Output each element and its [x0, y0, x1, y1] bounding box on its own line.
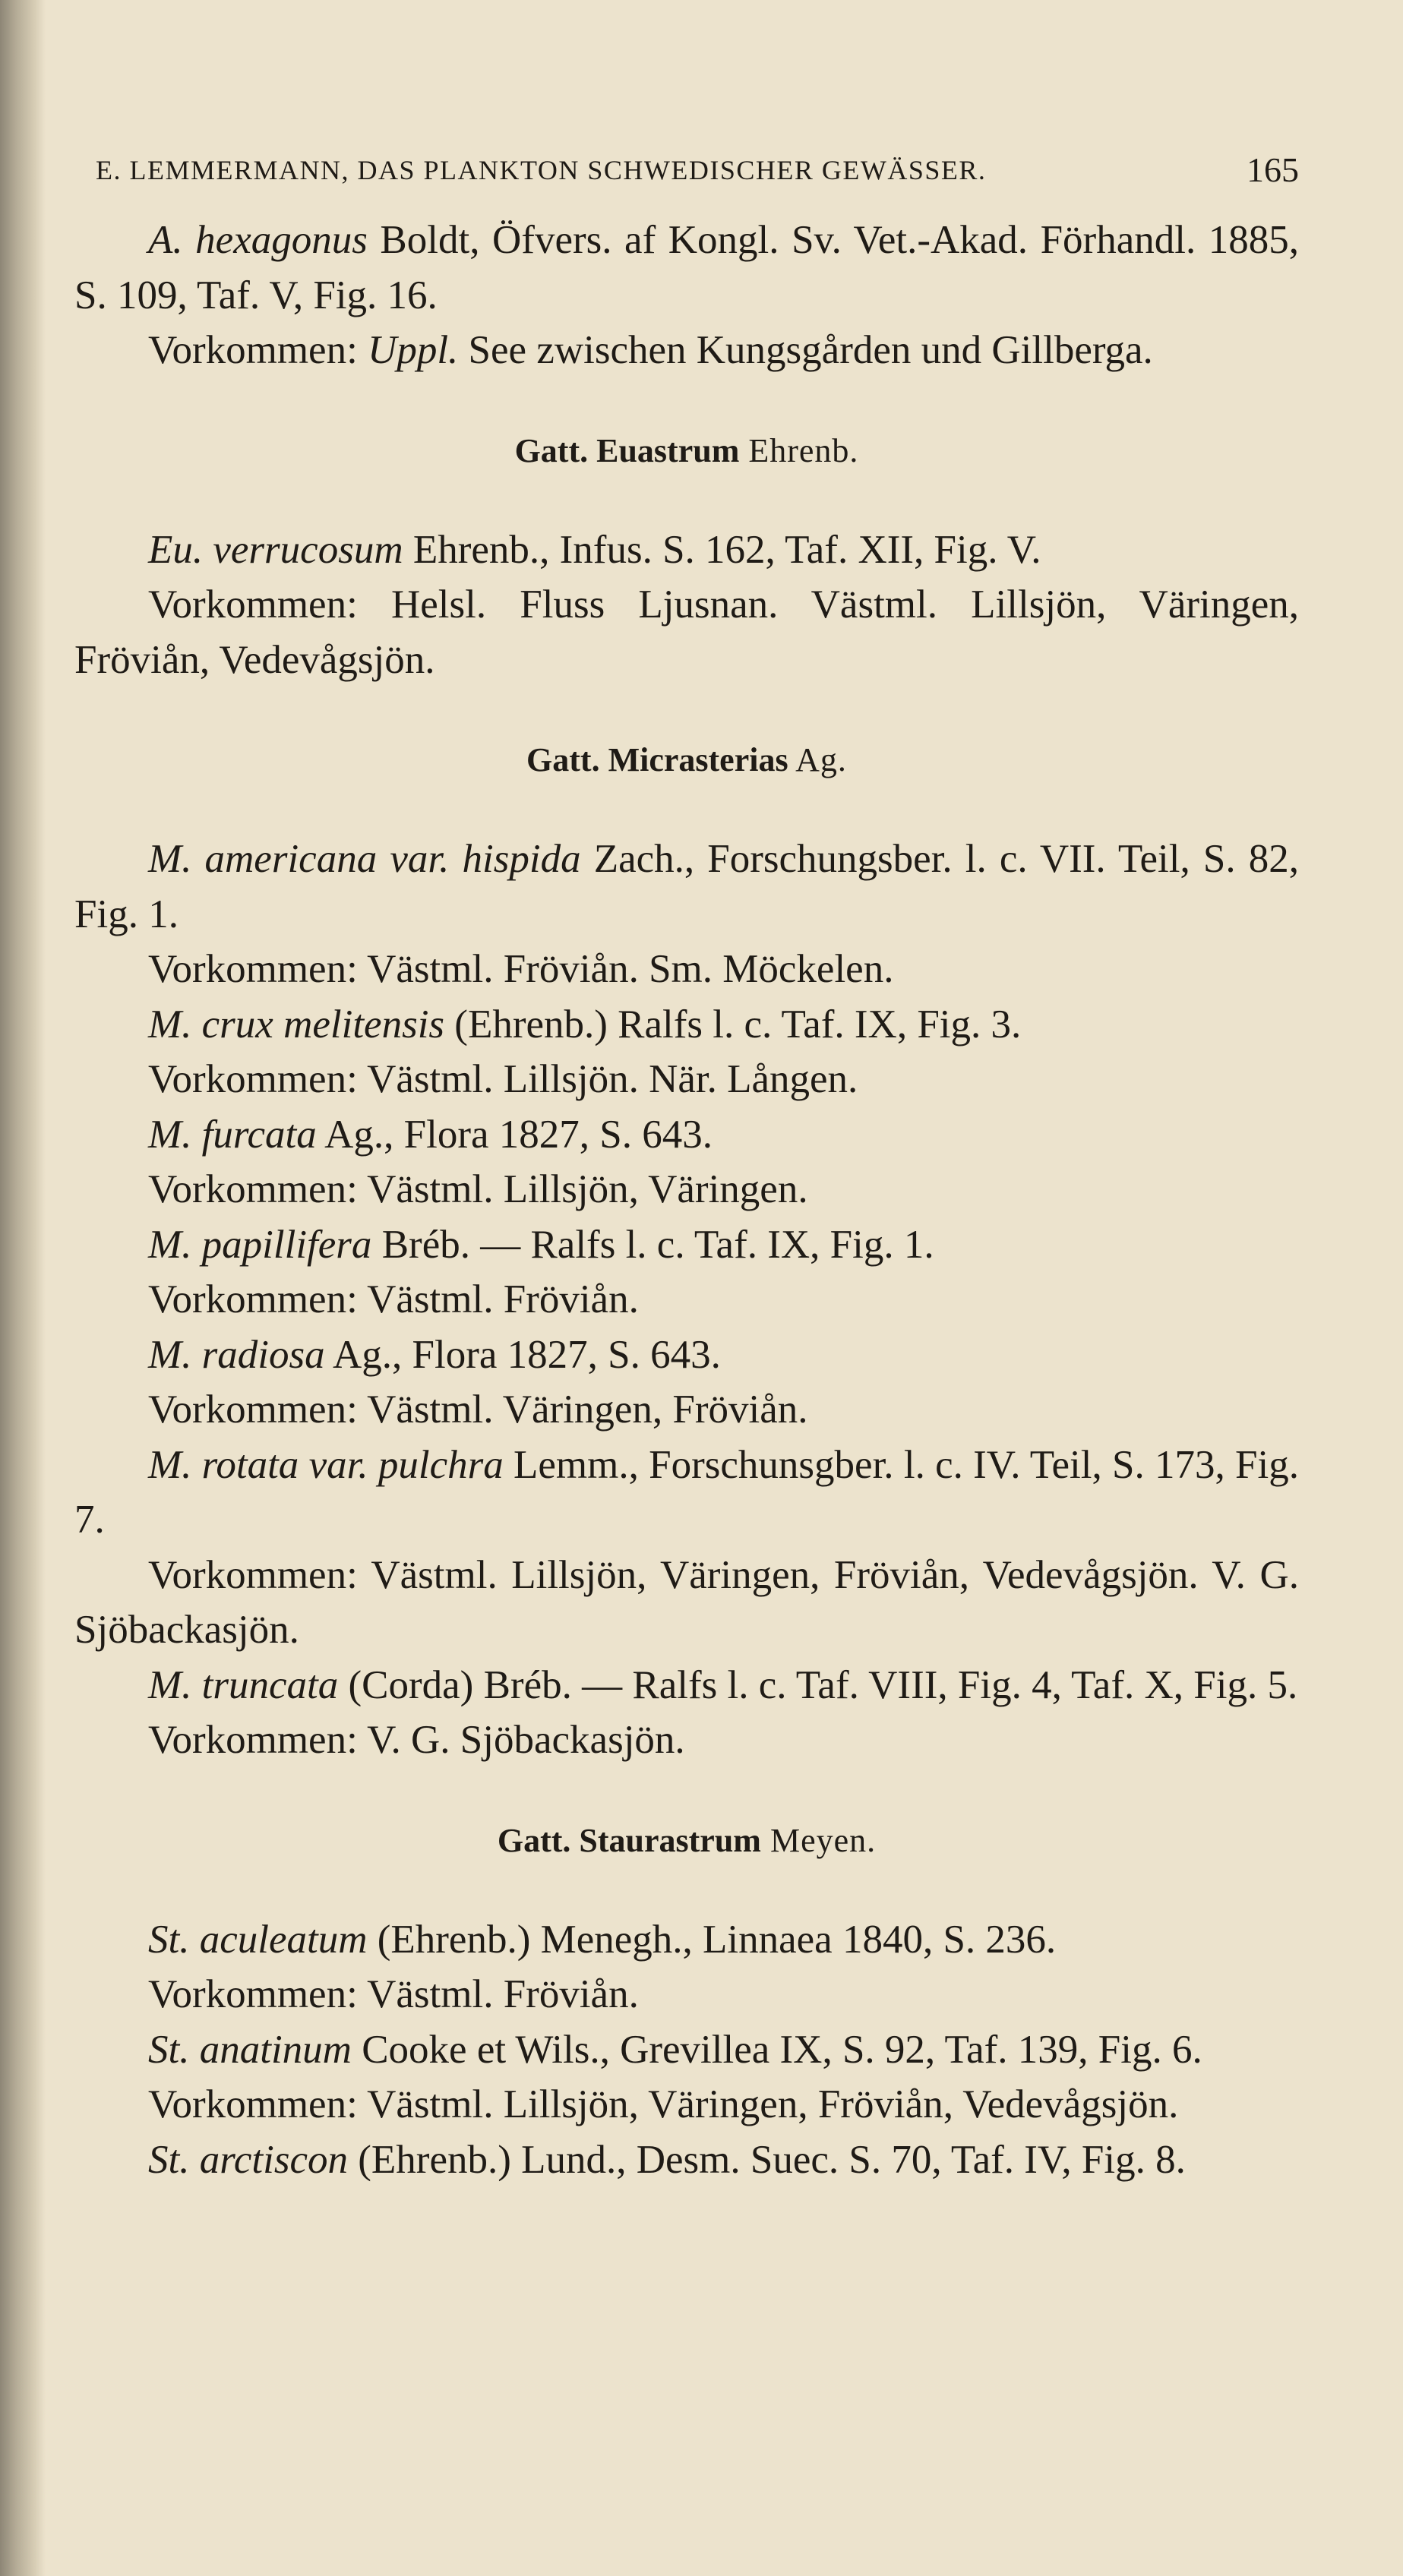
species-entry — [74, 1912, 1299, 1968]
occurrence-label: Vorkommen: — [148, 947, 368, 991]
genus-author: Ag. — [788, 741, 847, 778]
occurrence — [74, 2077, 1299, 2132]
reference: Zach., Forschungsber. l. c. VII. Teil, S. 82, Fig. 1. — [74, 837, 1299, 936]
genus-label: Gatt. Euastrum — [514, 431, 740, 469]
genus-heading — [74, 733, 1299, 788]
occurrence — [74, 1548, 1299, 1658]
reference: Ag., Flora 1827, S. 643. — [324, 1332, 721, 1377]
occurrence — [74, 942, 1299, 997]
species-name: M. americana var. hispida — [148, 837, 581, 881]
page-text — [74, 143, 1299, 2187]
occurrence-text: Helsl. Fluss Ljusnan. Västml. Lillsjön, Väringen, Fröviån, Vedevågsjön. — [74, 582, 1300, 682]
reference: (Ehrenb.) Ralfs l. c. Taf. IX, Fig. 3. — [444, 1002, 1022, 1046]
entry-hexagonus — [74, 213, 1299, 323]
reference: Cooke et Wils., Grevillea IX, S. 92, Taf. 139, Fig. 6. — [351, 2027, 1202, 2072]
occurrence-text: Västml. Lillsjön, Väringen, Fröviån, Vedevågsjön. — [367, 2082, 1179, 2126]
species-name: M. radiosa — [148, 1332, 325, 1377]
occurrence-text: Västml. Fröviån. — [367, 1972, 639, 2016]
region: Uppl. — [368, 328, 459, 372]
species-name: M. furcata — [148, 1112, 317, 1157]
occurrence — [74, 1162, 1299, 1217]
occurrence-text: Västml. Fröviån. — [367, 1277, 639, 1321]
occurrence-text: See zwischen Kungsgården und Gillberga. — [468, 328, 1153, 372]
reference: (Ehrenb.) Lund., Desm. Suec. S. 70, Taf. IV, Fig. 8. — [348, 2137, 1186, 2182]
species-name: A. hexagonus — [148, 218, 368, 262]
occurrence — [74, 577, 1299, 687]
species-entry — [74, 1658, 1299, 1713]
species-entry — [74, 2022, 1299, 2078]
occurrence-text: Västml. Väringen, Fröviån. — [367, 1387, 808, 1432]
genus-author: Ehrenb. — [739, 431, 859, 469]
occurrence-label: Vorkommen: — [148, 582, 391, 627]
occurrence-label: Vorkommen: — [148, 2082, 368, 2126]
genus-sections — [74, 424, 1299, 2188]
reference: Bréb. — Ralfs l. c. Taf. IX, Fig. 1. — [371, 1222, 934, 1267]
occurrence-label: Vorkommen: — [148, 1972, 368, 2016]
species-entry — [74, 522, 1299, 578]
species-entry — [74, 832, 1299, 942]
occurrence-text: Västml. Fröviån. Sm. Möckelen. — [367, 947, 894, 991]
genus-label: Gatt. Staurastrum — [497, 1821, 761, 1859]
running-head — [74, 143, 1299, 197]
species-entry — [74, 1438, 1299, 1548]
species-entry — [74, 1217, 1299, 1273]
occurrence — [74, 1272, 1299, 1327]
page-binding-shadow — [0, 0, 46, 2576]
reference: (Ehrenb.) Menegh., Linnaea 1840, S. 236. — [367, 1917, 1057, 1962]
occurrence — [74, 1967, 1299, 2022]
occurrence-text: Västml. Lillsjön. När. Lången. — [367, 1057, 858, 1101]
genus-heading — [74, 1814, 1299, 1868]
occurrence-label: Vorkommen: — [148, 1167, 368, 1211]
species-name: M. truncata — [148, 1662, 339, 1707]
reference: Lemm., Forschunsgber. l. c. IV. Teil, S. 173, Fig. 7. — [74, 1442, 1299, 1542]
species-entry — [74, 997, 1299, 1053]
reference: (Corda) Bréb. — Ralfs l. c. Taf. VIII, Fig. 4, Taf. X, Fig. 5. — [338, 1662, 1298, 1707]
occurrence-text: Västml. Lillsjön, Väringen, Fröviån, Vedevågsjön. V. G. Sjöbackasjön. — [74, 1552, 1299, 1652]
reference: Ag., Flora 1827, S. 643. — [316, 1112, 713, 1157]
occurrence — [74, 1713, 1299, 1768]
species-name: M. papillifera — [148, 1222, 372, 1267]
occurrence — [74, 1382, 1299, 1438]
occurrence-label: Vorkommen: — [148, 1718, 368, 1762]
genus-author: Meyen. — [760, 1821, 877, 1859]
reference: Boldt, Öfvers. af Kongl. Sv. Vet.-Akad. Förhandl. 1885, S. 109, Taf. V, Fig. 16. — [74, 218, 1300, 317]
occurrence-label: Vorkommen: — [148, 328, 358, 372]
occurrence-text: V. G. Sjöbackasjön. — [367, 1718, 685, 1762]
occurrence-label: Vorkommen: — [148, 1277, 368, 1321]
occurrence-label: Vorkommen: — [148, 1552, 371, 1597]
page-number: 165 — [1247, 150, 1299, 189]
species-name: St. aculeatum — [148, 1917, 368, 1962]
reference: Ehrenb., Infus. S. 162, Taf. XII, Fig. V. — [403, 527, 1041, 572]
occurrence-text: Västml. Lillsjön, Väringen. — [367, 1167, 808, 1211]
species-name: St. anatinum — [148, 2027, 352, 2072]
species-name: St. arctiscon — [148, 2137, 349, 2182]
species-name: M. crux melitensis — [148, 1002, 445, 1046]
species-entry — [74, 1107, 1299, 1163]
genus-heading — [74, 424, 1299, 478]
genus-label: Gatt. Micrasterias — [526, 741, 788, 778]
species-entry — [74, 2132, 1299, 2188]
species-entry — [74, 1327, 1299, 1383]
occurrence-label: Vorkommen: — [148, 1057, 368, 1101]
running-head-title: E. LEMMERMANN, DAS PLANKTON SCHWEDISCHER GEWÄSSER. — [96, 155, 987, 185]
species-name: Eu. verrucosum — [148, 527, 403, 572]
occurrence-hexagonus — [74, 323, 1299, 378]
occurrence — [74, 1052, 1299, 1107]
species-name: M. rotata var. pulchra — [148, 1442, 504, 1487]
occurrence-label: Vorkommen: — [148, 1387, 368, 1432]
